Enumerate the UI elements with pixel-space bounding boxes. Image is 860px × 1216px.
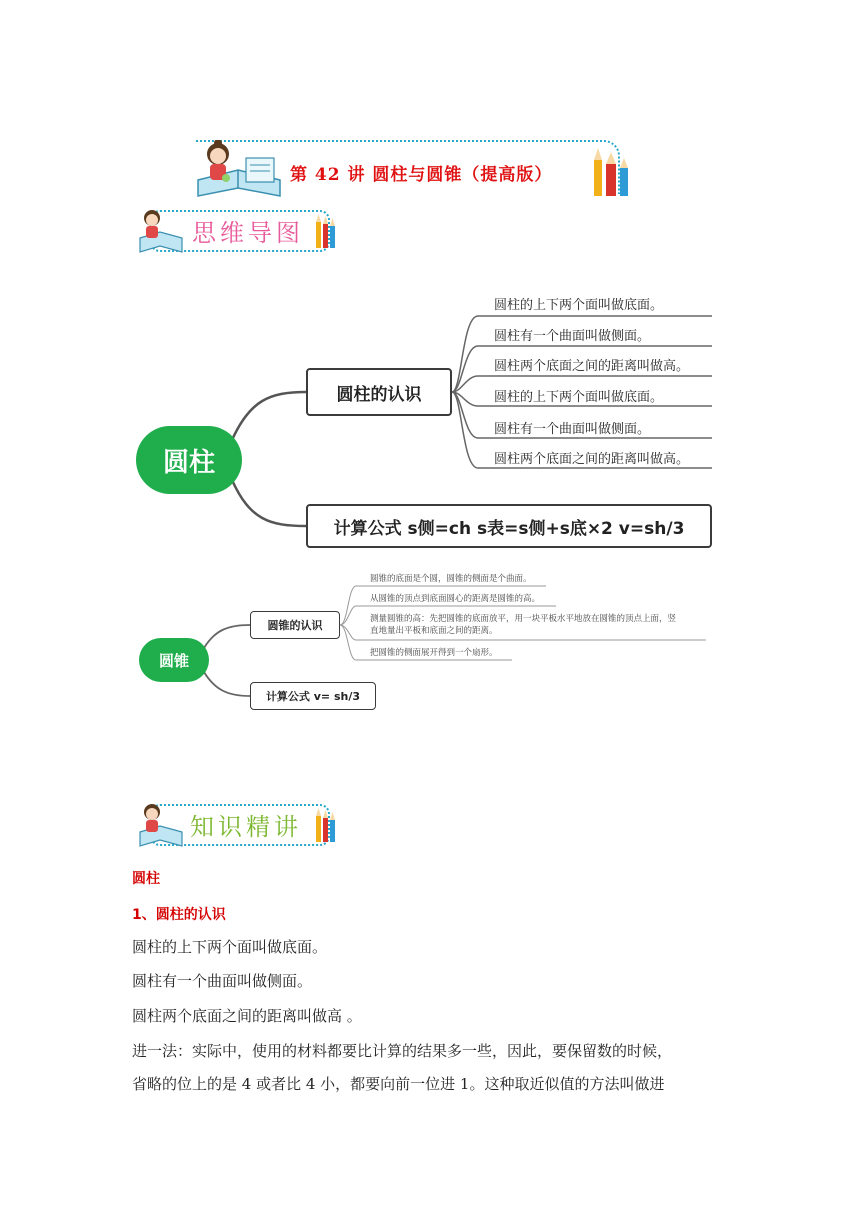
cone-leaf: 把圆锥的侧面展开得到一个扇形。 [370, 648, 498, 658]
subsection-heading: 1、圆柱的认识 [132, 907, 226, 923]
cone-recognition-node [250, 611, 340, 639]
reading-girl-icon [136, 800, 186, 848]
cylinder-leaf: 圆柱两个底面之间的距离叫做高。 [494, 452, 690, 467]
section-heading: 圆柱 [132, 871, 160, 887]
cylinder-formula-node [306, 504, 712, 548]
cylinder-leaf: 圆柱有一个曲面叫做侧面。 [494, 329, 651, 344]
cone-leaf: 从圆锥的顶点到底面圆心的距离是圆锥的高。 [370, 594, 541, 604]
cylinder-leaf: 圆柱的上下两个面叫做底面。 [494, 298, 664, 313]
cylinder-root-node [136, 426, 242, 494]
body-paragraph-line: 省略的位上的是 4 或者比 4 小，都要向前一位进 1。这种取近似值的方法叫做进 [132, 1075, 665, 1093]
cylinder-recognition-node [306, 368, 452, 416]
body-paragraph-line: 圆柱有一个曲面叫做侧面。 [132, 972, 313, 990]
pencils-icon [314, 806, 338, 844]
body-paragraph-line: 圆柱两个底面之间的距离叫做高 。 [132, 1007, 362, 1025]
knowledge-section-label: 知识精讲 [190, 813, 302, 841]
cone-root-label: 圆锥 [158, 651, 189, 670]
knowledge-section-title [190, 807, 302, 842]
cylinder-root-label: 圆柱 [162, 447, 215, 478]
body-paragraph-line: 圆柱的上下两个面叫做底面。 [132, 938, 328, 956]
body-paragraph-line: 进一法：实际中，使用的材料都要比计算的结果多一些，因此，要保留数的时候， [132, 1042, 673, 1060]
cone-recognition-label: 圆锥的认识 [267, 619, 323, 632]
cone-leaf: 直地量出平板和底面之间的距离。 [370, 626, 498, 636]
cone-leaf: 测量圆锥的高：先把圆锥的底面放平，用一块平板水平地放在圆锥的顶点上面，竖 [370, 614, 677, 624]
cylinder-leaf: 圆柱两个底面之间的距离叫做高。 [494, 359, 690, 374]
cylinder-leaf: 圆柱的上下两个面叫做底面。 [494, 390, 664, 405]
cone-root-node [139, 638, 209, 682]
mindmap-section-label: 思维导图 [192, 219, 304, 247]
cone-formula-label: 计算公式 v= sh/3 [265, 690, 361, 703]
page-title: 第 42 讲 圆柱与圆锥（提高版） [290, 165, 553, 185]
cylinder-formula-label: 计算公式 s侧=ch s表=s侧+s底×2 v=sh/3 [333, 518, 685, 539]
cylinder-recognition-label: 圆柱的认识 [336, 384, 422, 405]
cone-formula-node [250, 682, 376, 710]
cone-leaf: 圆锥的底面是个圆，圆锥的侧面是个曲面。 [370, 574, 532, 584]
cylinder-leaf: 圆柱有一个曲面叫做侧面。 [494, 422, 651, 437]
